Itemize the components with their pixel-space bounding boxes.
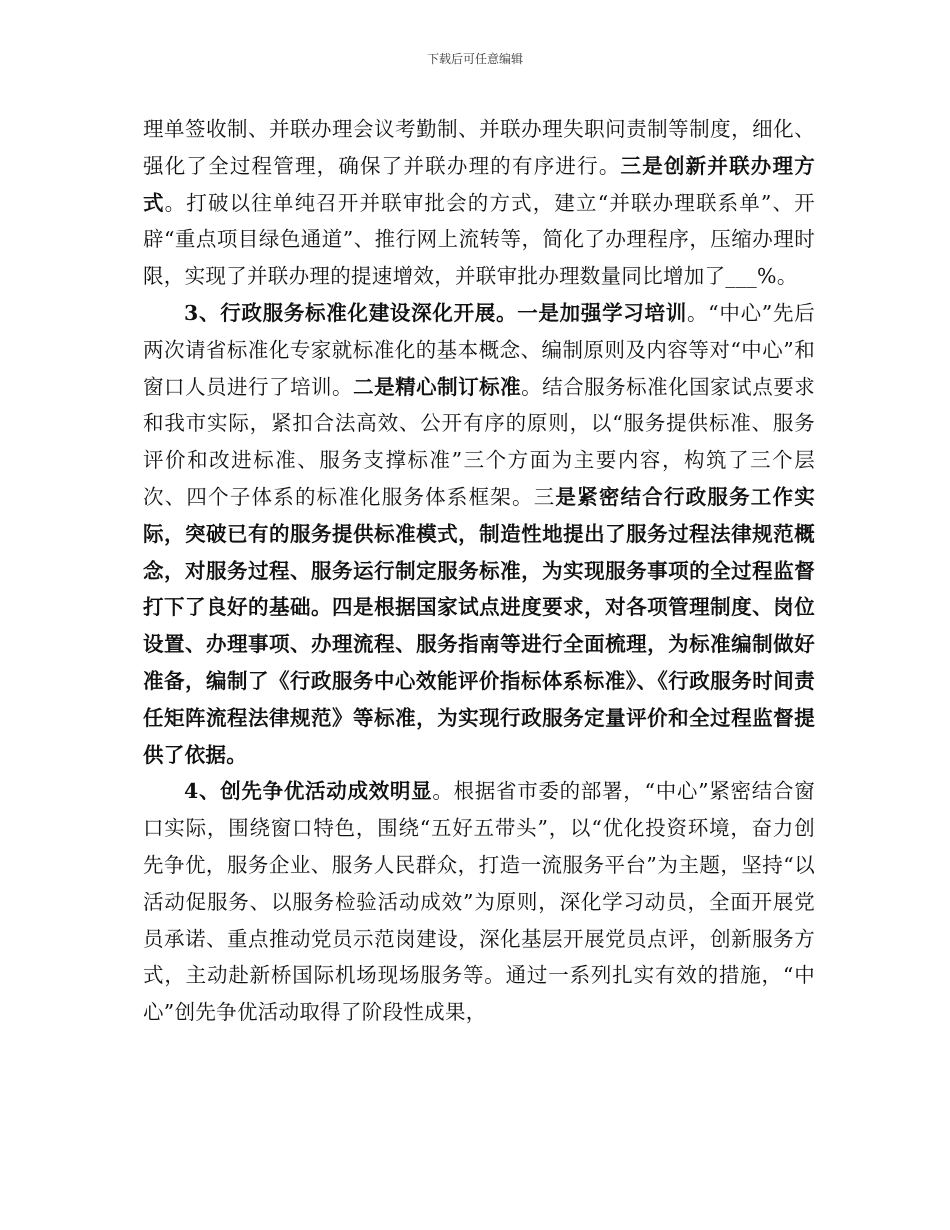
text-run: 。结合服务标准化国家试点要求和我市实际，紧扣合法高效、公开有序的原则，以“服务提供标准、服务评价和改进标准、服务支撑标准”三个方面为主要内容，构筑了三个层次、四个子体系的标准化服务体系框架。三 (143, 374, 816, 509)
paragraph-excellence-activity (143, 773, 815, 1031)
bold-text-run: 是紧密结合行政服务工作实际，突破已有的服务提供标准模式，制造性地提出了服务过程法律规范概念，对服务过程、服务运行制定服务标准，为实现服务事项的全过程监督打下了良好的基础。四是根据国家试点进度要求，对各项管理制度、岗位设置、办理事项、办理流程、服务指南等进行全面梳理，为标准编制做好准备，编制了《行政服务中心效能评价指标体系标准》、《行政服务时间责任矩阵流程法律规范》等标准，为实现行政服务定量评价和全过程监督提供了依据。 (143, 484, 815, 767)
text-run: 。根据省市委的部署，“中心”紧密结合窗口实际，围绕窗口特色，围绕“五好五带头”，以“优化投资环境，奋力创先争优，服务企业、服务人民群众，打造一流服务平台”为主题，坚持“以活动促服务、以服务检验活动成效”为原则，深化学习动员，全面开展党员承诺、重点推动党员示范岗建设，深化基层开展党员点评，创新服务方式，主动赴新桥国际机场现场服务等。通过一系列扎实有效的措施，“中心”创先争优活动取得了阶段性成果， (143, 779, 815, 1025)
text-run: 。打破以往单纯召开并联审批会的方式，建立“并联办理联系单”、开辟“重点项目绿色通道”、推行网上流转等，简化了办理程序，压缩办理时限，实现了并联办理的提速增效，并联审批办理数量同比增加了___%。 (143, 190, 815, 289)
paragraph-continuation (143, 111, 815, 295)
page-header: 下载后可任意编辑 (426, 52, 523, 66)
paragraph-standardization (143, 295, 815, 773)
bold-heading-run: 三是创新并联办理方式 (143, 153, 815, 215)
bold-heading-run: 4、创先争优活动成效明显 (184, 779, 433, 804)
text-run: 。“中心”先后两次请省标准化专家就标准化的基本概念、编制原则及内容等对“中心”和窗口人员进行了培训。 (143, 300, 815, 399)
bold-heading-run: 二是精心制订标准 (353, 374, 522, 399)
bold-heading-run: 3、行政服务标准化建设深化开展。一是加强学习培训 (184, 300, 687, 325)
document-body (143, 111, 815, 1031)
text-run: 理单签收制、并联办理会议考勤制、并联办理失职问责制等制度，细化、强化了全过程管理，确保了并联办理的有序进行。 (143, 117, 815, 178)
